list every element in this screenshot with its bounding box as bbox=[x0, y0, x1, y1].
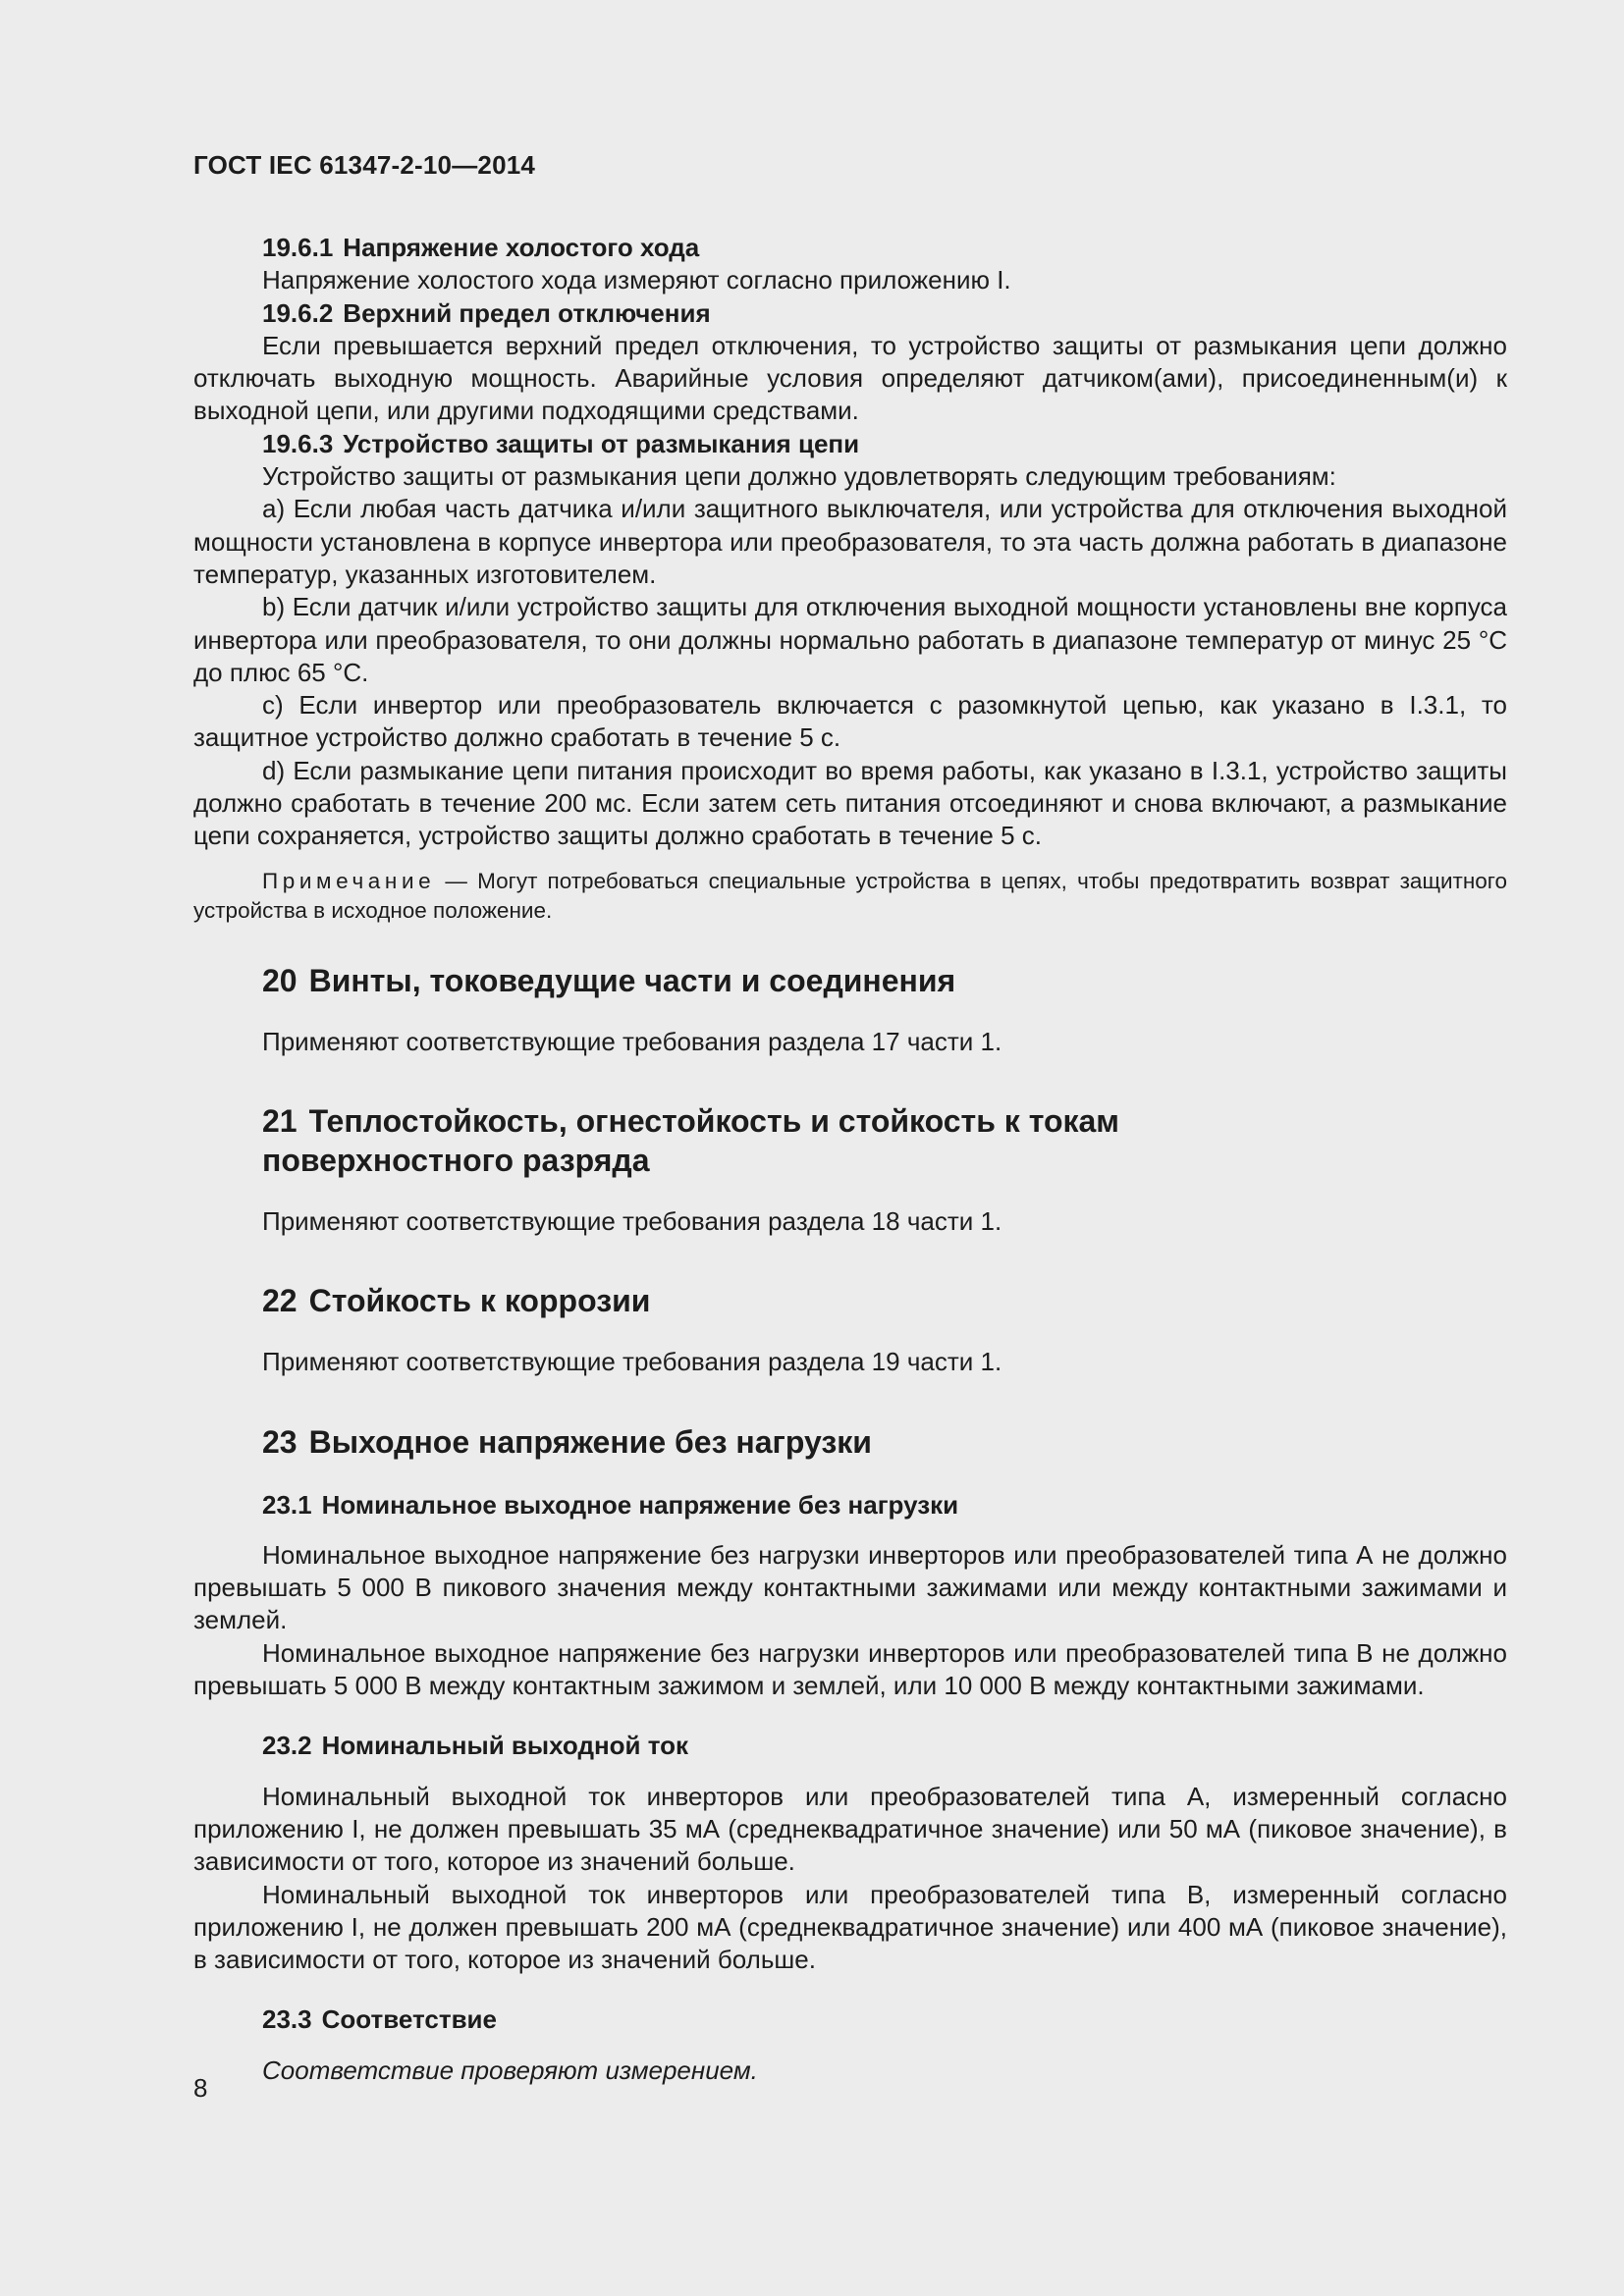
document-header: ГОСТ IEC 61347-2-10—2014 bbox=[193, 150, 536, 180]
subsection-title: Верхний предел отключения bbox=[343, 297, 711, 328]
paragraph: Номинальный выходной ток инверторов или преобразователей типа А, измеренный согласно приложению I, не должен превышать 35 мА (среднеквадратичное значение) или 50 мА (пиковое значение), в зависимости от того, которое из значений больше. bbox=[193, 1781, 1507, 1877]
note bbox=[193, 867, 1507, 926]
section-title: Винты, токоведущие части и соединения bbox=[308, 962, 956, 998]
section-21-heading bbox=[193, 1101, 1507, 1180]
paragraph: Применяют соответствующие требования раздела 18 части 1. bbox=[262, 1205, 1002, 1236]
subsection-number: 19.6.1 bbox=[262, 233, 334, 262]
paragraph: Устройство защиты от размыкания цепи должно удовлетворять следующим требованиям: bbox=[262, 461, 1336, 492]
subsection-23-3-heading bbox=[193, 2003, 1507, 2036]
paragraph: Применяют соответствующие требования раздела 17 части 1. bbox=[262, 1026, 1002, 1056]
list-item-d: d) Если размыкание цепи питания происходит во время работы, как указано в I.3.1, устройство защиты должно сработать в течение 200 мс. Если затем сеть питания отсоединяют и снова включают, а размыкание цепи сохраняется, устройство защиты должно сработать в течение 5 с. bbox=[193, 755, 1507, 851]
subsection-19-6-1-heading bbox=[193, 232, 1507, 264]
subsection-number: 23.2 bbox=[262, 1731, 312, 1761]
paragraph: Номинальное выходное напряжение без нагрузки инверторов или преобразователей типа А не должно превышать 5 000 В пикового значения между контактными зажимами или между контактными зажимами и землей. bbox=[193, 1539, 1507, 1635]
subsection-19-6-3-heading bbox=[193, 428, 1507, 460]
subsection-title: Номинальный выходной ток bbox=[321, 1731, 689, 1761]
section-number: 21 bbox=[262, 1102, 298, 1139]
section-number: 23 bbox=[262, 1423, 298, 1460]
section-23-heading bbox=[193, 1422, 1507, 1462]
paragraph: Применяют соответствующие требования раздела 19 части 1. bbox=[262, 1347, 1002, 1377]
subsection-title: Напряжение холостого хода bbox=[343, 233, 700, 262]
page-number: 8 bbox=[193, 2073, 208, 2103]
subsection-number: 23.1 bbox=[262, 1489, 312, 1520]
subsection-title: Устройство защиты от размыкания цепи bbox=[343, 428, 860, 458]
paragraph: Если превышается верхний предел отключения, то устройство защиты от размыкания цепи должно отключать выходную мощность. Аварийные условия определяют датчиком(ами), присоединенным(и) к выходной цепи, или другими подходящими средствами. bbox=[193, 330, 1507, 426]
section-22-heading bbox=[193, 1281, 1507, 1320]
section-title-line-2: поверхностного разряда bbox=[262, 1142, 650, 1178]
section-number: 20 bbox=[262, 962, 298, 998]
list-item-a: a) Если любая часть датчика и/или защитного выключателя, или устройства для отключения выходной мощности установлена в корпусе инвертора или преобразователя, то эта часть должна работать в диапазоне температур, указанных изготовителем. bbox=[193, 494, 1507, 589]
subsection-number: 19.6.2 bbox=[262, 297, 334, 328]
list-item-c: c) Если инвертор или преобразователь включается с разомкнутой цепью, как указано в I.3.1, то защитное устройство должно сработать в течение 5 с. bbox=[193, 690, 1507, 753]
section-title: Выходное напряжение без нагрузки bbox=[308, 1423, 872, 1460]
document-page bbox=[193, 147, 1507, 2087]
subsection-19-6-2-heading bbox=[193, 297, 1507, 330]
subsection-number: 23.3 bbox=[262, 2004, 312, 2035]
section-title-line-1: Теплостойкость, огнестойкость и стойкость к токам bbox=[308, 1102, 1119, 1139]
section-number: 22 bbox=[262, 1283, 298, 1319]
subsection-title: Номинальное выходное напряжение без нагрузки bbox=[321, 1489, 959, 1520]
paragraph: Номинальное выходное напряжение без нагрузки инверторов или преобразователей типа В не должно превышать 5 000 В между контактным зажимом и землей, или 10 000 В между контактными зажимами. bbox=[193, 1637, 1507, 1701]
subsection-title: Соответствие bbox=[321, 2004, 498, 2035]
list-item-b: b) Если датчик и/или устройство защиты для отключения выходной мощности установлены вне корпуса инвертора или преобразователя, то они должны нормально работать в диапазоне температур от минус 25 °С до плюс 65 °С. bbox=[193, 592, 1507, 687]
subsection-23-2-heading bbox=[193, 1730, 1507, 1762]
note-text: — Могут потребоваться специальные устройства в цепях, чтобы предотвратить возврат защитного устройства в исходное положение. bbox=[193, 868, 1507, 923]
section-title: Стойкость к коррозии bbox=[308, 1283, 651, 1319]
subsection-number: 19.6.3 bbox=[262, 428, 334, 458]
paragraph: Напряжение холостого хода измеряют согласно приложению I. bbox=[262, 265, 1011, 295]
paragraph: Номинальный выходной ток инверторов или преобразователей типа В, измеренный согласно приложению I, не должен превышать 200 мА (среднеквадратичное значение) или 400 мА (пиковое значение), в зависимости от того, которое из значений больше. bbox=[193, 1879, 1507, 1975]
subsection-23-1-heading bbox=[193, 1489, 1507, 1522]
note-label: Примечание bbox=[262, 868, 436, 893]
paragraph-italic: Соответствие проверяют измерением. bbox=[262, 2055, 758, 2085]
section-20-heading bbox=[193, 961, 1507, 1000]
